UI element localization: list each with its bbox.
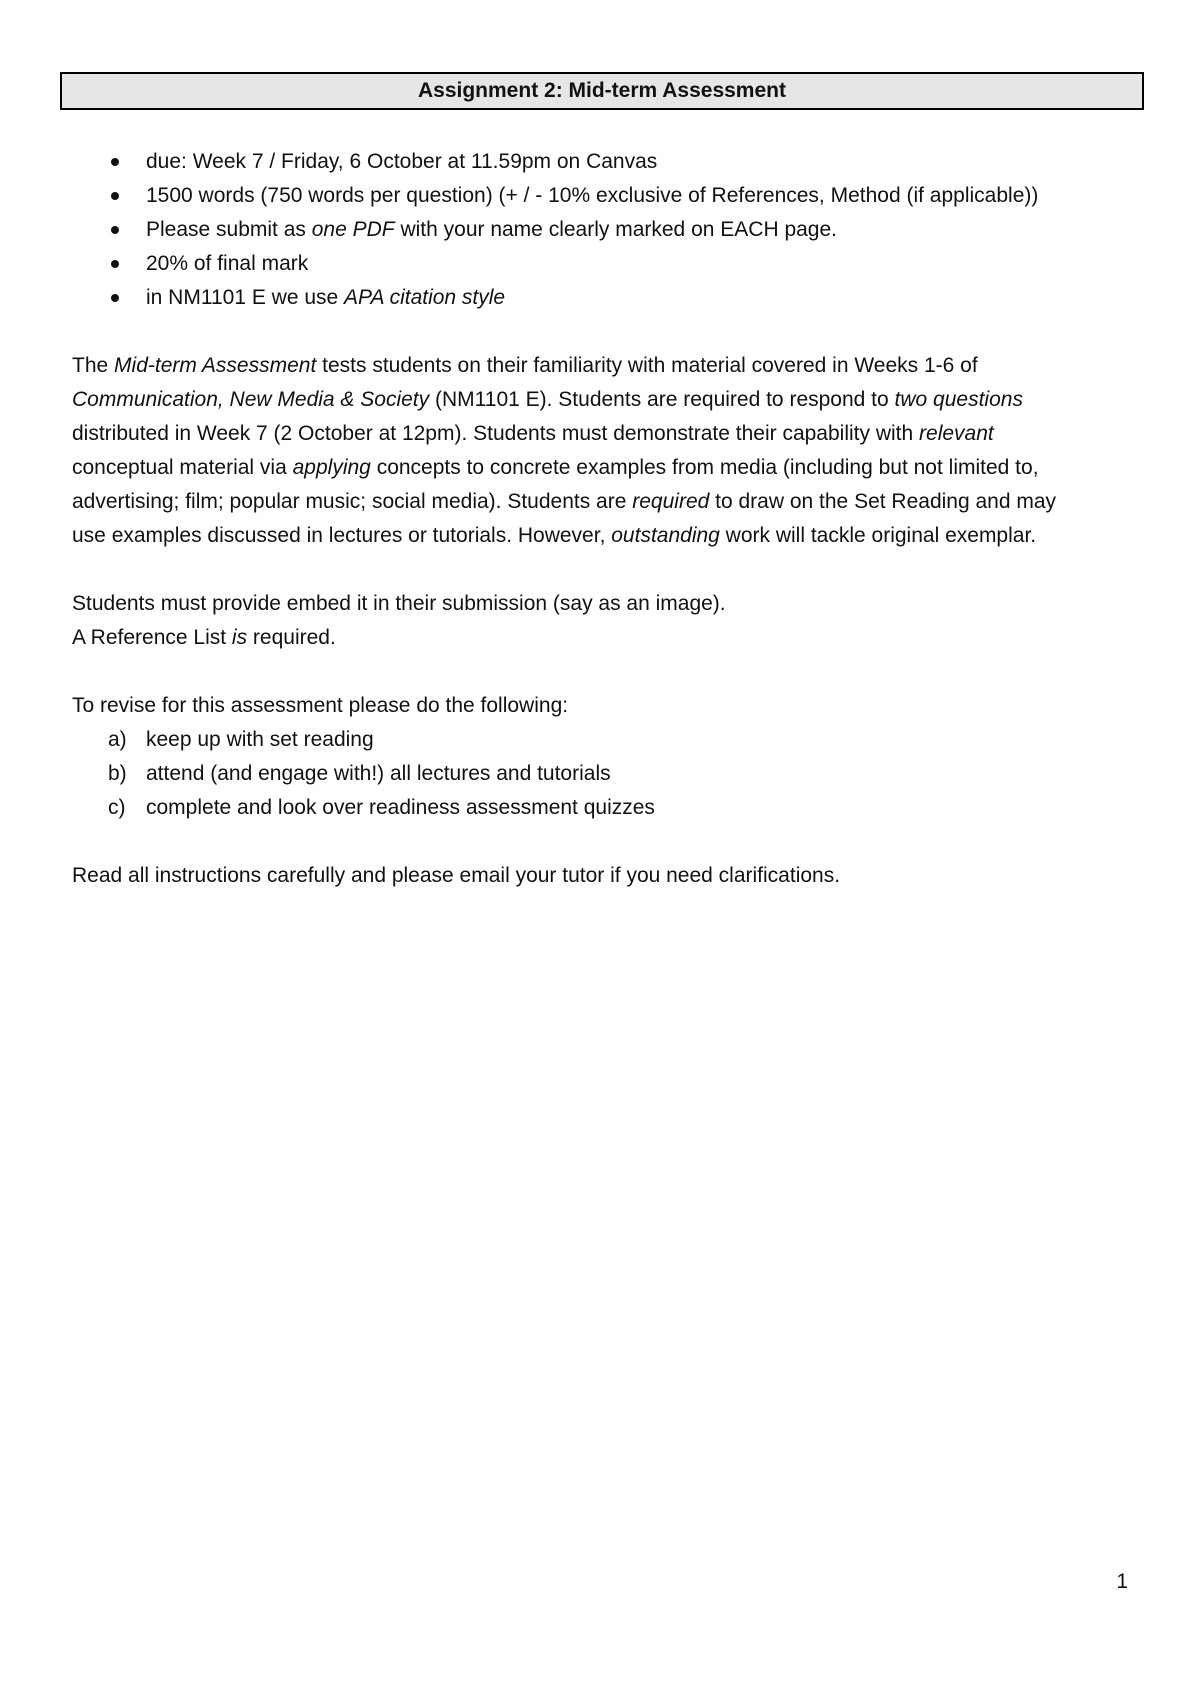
paragraph-line: Students must provide embed it in their submission (say as an image).	[72, 592, 726, 615]
list-item: a) keep up with set reading	[72, 723, 1132, 757]
paragraph-line: conceptual material via applying concepts to concrete examples from media (including but not limited to,	[72, 456, 1039, 479]
bullet-icon	[111, 226, 119, 234]
bullet-icon	[111, 192, 119, 200]
list-item: 1500 words (750 words per question) (+ / - 10% exclusive of References, Method (if applicable))	[72, 179, 1132, 213]
bullet-icon	[111, 158, 119, 166]
page-title: Assignment 2: Mid-term Assessment	[60, 72, 1144, 110]
list-marker: a)	[108, 728, 127, 751]
paragraph-line: The Mid-term Assessment tests students on their familiarity with material covered in Weeks 1-6 of	[72, 354, 978, 377]
revision-section	[72, 689, 1132, 825]
paragraph-line: A Reference List is required.	[72, 626, 336, 649]
list-marker: b)	[108, 762, 127, 785]
requirements-list	[72, 145, 1132, 315]
paragraph-line: advertising; film; popular music; social media). Students are required to draw on the Set Reading and may	[72, 490, 1057, 513]
paragraph-line: use examples discussed in lectures or tutorials. However, outstanding work will tackle original exemplar.	[72, 524, 1037, 547]
list-item: b) attend (and engage with!) all lectures and tutorials	[72, 757, 1132, 791]
bullet-icon	[111, 294, 119, 302]
paragraph-line: Communication, New Media & Society (NM1101 E). Students are required to respond to two questions	[72, 388, 1023, 411]
list-item: 20% of final mark	[72, 247, 1132, 281]
bullet-icon	[111, 260, 119, 268]
list-item: due: Week 7 / Friday, 6 October at 11.59pm on Canvas	[72, 145, 1132, 179]
list-item: c) complete and look over readiness assessment quizzes	[72, 791, 1132, 825]
list-item: Please submit as one PDF with your name clearly marked on EACH page.	[72, 213, 1132, 247]
page-number: 1	[1116, 1570, 1128, 1593]
document-body	[72, 145, 1132, 893]
list-item: in NM1101 E we use APA citation style	[72, 281, 1132, 315]
paragraph-line: distributed in Week 7 (2 October at 12pm). Students must demonstrate their capability with relevant	[72, 422, 994, 445]
revision-list	[72, 723, 1132, 825]
revision-intro: To revise for this assessment please do the following:	[72, 694, 569, 717]
list-marker: c)	[108, 796, 126, 819]
description-paragraph	[72, 349, 1132, 553]
closing-note: Read all instructions carefully and please email your tutor if you need clarifications.	[72, 864, 841, 887]
submission-paragraph	[72, 587, 1132, 655]
